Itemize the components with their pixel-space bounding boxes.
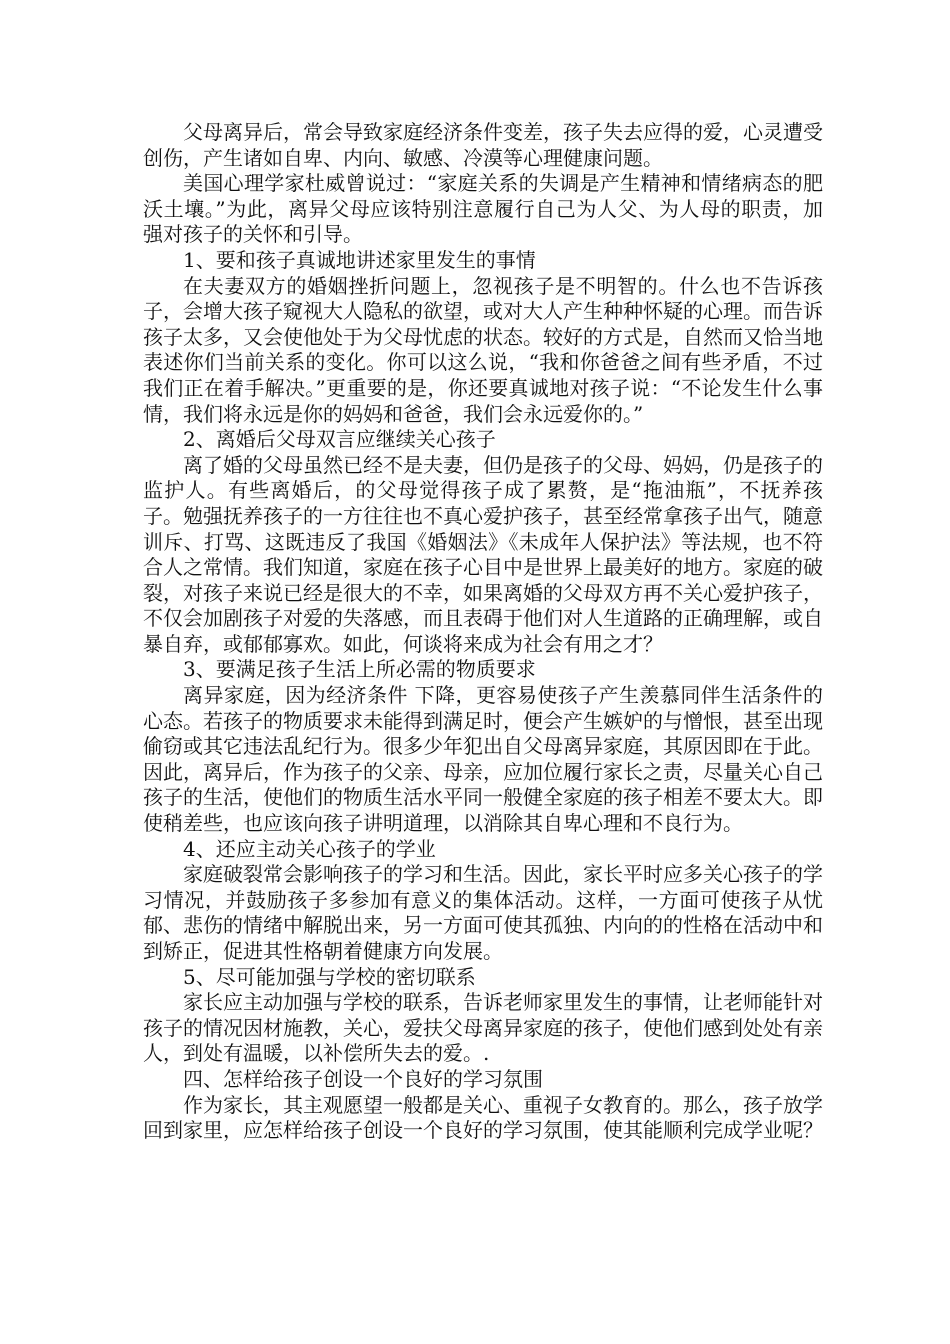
section-heading-1: 1、要和孩子真诚地讲述家里发生的事情	[183, 247, 536, 272]
section-heading-2: 2、离婚后父母双言应继续关心孩子	[183, 427, 496, 452]
dewey-quote-paragraph: 美国心理学家杜威曾说过：“家庭关系的失调是产生精神和情绪病态的肥沃土壤。”为此，离异父母应该特别注意履行自己为人父、为人母的职责，加强对孩子的关怀和引导。	[143, 171, 823, 247]
section-heading-4: 4、还应主动关心孩子的学业	[183, 836, 436, 861]
document-body	[143, 120, 823, 1144]
chapter-heading-4: 四、怎样给孩子创设一个良好的学习氛围	[183, 1066, 543, 1091]
intro-paragraph: 父母离异后，常会导致家庭经济条件变差，孩子失去应得的爱，心灵遭受创伤，产生诸如自卑、内向、敏感、冷漠等心理健康问题。	[143, 120, 823, 170]
section-body-2: 离了婚的父母虽然已经不是夫妻，但仍是孩子的父母、妈妈，仍是孩子的监护人。有些离婚后，的父母觉得孩子成了累赘，是“拖油瓶”，不抚养孩子。勉强抚养孩子的一方往往也不真心爱护孩子，甚至经常拿孩子出气，随意训斥、打骂、这既违反了我国《婚姻法》《未成年人保护法》等法规，也不符合人之常情。我们知道，家庭在孩子心目中是世界上最美好的地方。家庭的破裂，对孩子来说已经是很大的不幸，如果离婚的父母双方再不关心爱护孩子，不仅会加剧孩子对爱的失落感，而且表碍于他们对人生道路的正确理解，或自暴自弃，或郁郁寡欢。如此，何谈将来成为社会有用之才？	[143, 452, 823, 656]
section-body-4: 家庭破裂常会影响孩子的学习和生活。因此，家长平时应多关心孩子的学习情况，并鼓励孩子多参加有意义的集体活动。这样，一方面可使孩子从忧郁、悲伤的情绪中解脱出来，另一方面可使其孤独、内向的的性格在活动中和到矫正，促进其性格朝着健康方向发展。	[143, 862, 823, 963]
section-heading-3: 3、要满足孩子生活上所必需的物质要求	[183, 657, 536, 682]
section-body-5: 家长应主动加强与学校的联系，告诉老师家里发生的事情，让老师能针对孩子的情况因材施教，关心，爱扶父母离异家庭的孩子，使他们感到处处有亲人，到处有温暖，以补偿所失去的爱。.	[143, 990, 823, 1066]
section-heading-5: 5、尽可能加强与学校的密切联系	[183, 964, 476, 989]
section-body-1: 在夫妻双方的婚姻挫折问题上，忽视孩子是不明智的。什么也不告诉孩子，会增大孩子窥视大人隐私的欲望，或对大人产生种种怀疑的心理。而告诉孩子太多，又会使他处于为父母忧虑的状态。较好的方式是，自然而又恰当地表述你们当前关系的变化。你可以这么说，“我和你爸爸之间有些矛盾，不过我们正在着手解决。”更重要的是，你还要真诚地对孩子说：“不论发生什么事情，我们将永远是你的妈妈和爸爸，我们会永远爱你的。”	[143, 273, 823, 426]
chapter-body-4: 作为家长，其主观愿望一般都是关心、重视子女教育的。那么，孩子放学回到家里，应怎样给孩子创设一个良好的学习氛围，使其能顺利完成学业呢？	[143, 1092, 823, 1143]
section-body-3: 离异家庭，因为经济条件 下降，更容易使孩子产生羡慕同伴生活条件的心态。若孩子的物质要求未能得到满足时，便会产生嫉妒的与憎恨，甚至出现偷窃或其它违法乱纪行为。很多少年犯出自父母离异家庭，其原因即在于此。因此，离异后，作为孩子的父亲、母亲，应加位履行家长之责，尽量关心自己孩子的生活，使他们的物质生活水平同一般健全家庭的孩子相差不要太大。即使稍差些，也应该向孩子讲明道理，以消除其自卑心理和不良行为。	[143, 683, 823, 836]
